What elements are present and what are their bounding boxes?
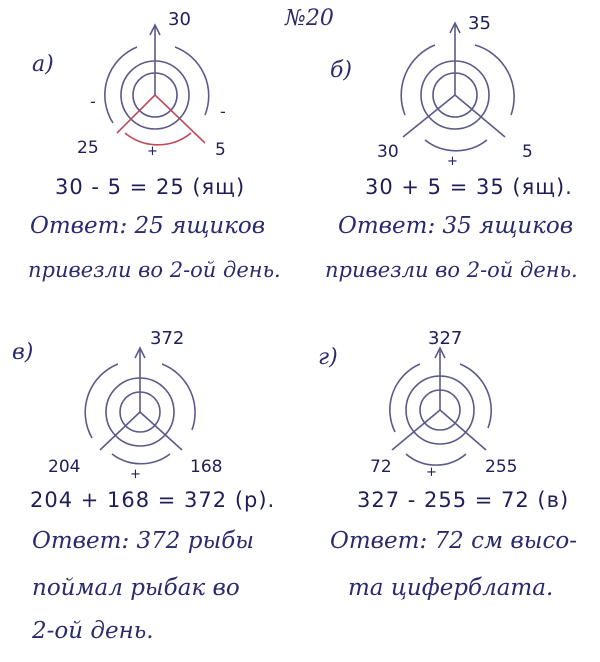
- part-v-answer-line-3: 2-ой день.: [32, 618, 154, 644]
- part-a-right-value: 5: [215, 140, 226, 160]
- part-b-left-value: 30: [377, 142, 399, 162]
- part-a-arc-right: [175, 47, 209, 115]
- part-a-answer-line-2: привезли во 2-ой день.: [28, 258, 281, 282]
- part-g-answer-line-1: Ответ: 72 см высо-: [330, 528, 577, 554]
- part-v-answer-line-1: Ответ: 372 рыбы: [32, 528, 254, 554]
- part-b-arc-bottom: [425, 140, 487, 151]
- part-a-top-value: 30: [168, 9, 191, 30]
- part-g-arc-bottom: [406, 454, 466, 465]
- part-b-right-value: 5: [522, 142, 533, 162]
- part-g-plus-sign: +: [426, 465, 437, 480]
- part-g-answer-line-2: та циферблата.: [348, 575, 554, 601]
- part-b-top-value: 35: [468, 13, 491, 34]
- part-v-right-value: 168: [190, 457, 223, 477]
- part-b-answer-line-2: привезли во 2-ой день.: [325, 258, 578, 282]
- part-g-arc-left: [390, 364, 420, 432]
- part-a-arc-left: [105, 47, 137, 123]
- part-a-plus-sign: +: [147, 144, 158, 159]
- part-a-minus-sign-right: -: [220, 102, 226, 121]
- part-a-equation: 30 - 5 = 25 (ящ): [55, 175, 246, 199]
- part-g-equation: 327 - 255 = 72 (в): [357, 488, 570, 512]
- part-a-arrow-left: [117, 95, 155, 133]
- part-a-label: а): [32, 52, 54, 77]
- part-v-left-value: 204: [48, 457, 81, 477]
- part-g-arc-right: [460, 364, 491, 428]
- part-b-plus-sign: +: [447, 154, 458, 169]
- part-b-diagram: [355, 5, 565, 170]
- part-g-right-value: 255: [485, 457, 518, 477]
- part-g-label: г): [318, 345, 338, 370]
- part-a-minus-sign: -: [90, 92, 96, 111]
- part-v-plus-sign: +: [130, 467, 141, 480]
- part-b-arc-left: [401, 45, 435, 115]
- part-v-answer-line-2: поймал рыбак во: [32, 575, 240, 601]
- part-v-top-value: 372: [150, 328, 185, 349]
- part-v-arc-right: [162, 364, 195, 430]
- part-g-left-value: 72: [370, 457, 392, 477]
- part-a-answer-line-1: Ответ: 25 ящиков: [30, 213, 266, 239]
- part-v-equation: 204 + 168 = 372 (р).: [30, 488, 276, 512]
- part-g-top-value: 327: [428, 328, 463, 349]
- part-b-answer-line-1: Ответ: 35 ящиков: [338, 213, 574, 239]
- part-v-label: в): [12, 340, 34, 365]
- part-g-diagram: [340, 320, 550, 480]
- part-v-arc-left: [85, 364, 118, 438]
- part-a-diagram: [55, 5, 255, 170]
- part-v-arc-bottom: [112, 454, 170, 464]
- part-a-arc-bottom: [125, 133, 191, 145]
- part-b-label: б): [330, 58, 353, 83]
- task-number: №20: [285, 6, 334, 31]
- part-b-arc-right: [475, 45, 514, 115]
- part-b-equation: 30 + 5 = 35 (ящ).: [365, 175, 573, 199]
- part-v-diagram: [40, 320, 250, 480]
- part-a-arrow-right: [155, 95, 205, 143]
- part-a-left-value: 25: [77, 138, 99, 158]
